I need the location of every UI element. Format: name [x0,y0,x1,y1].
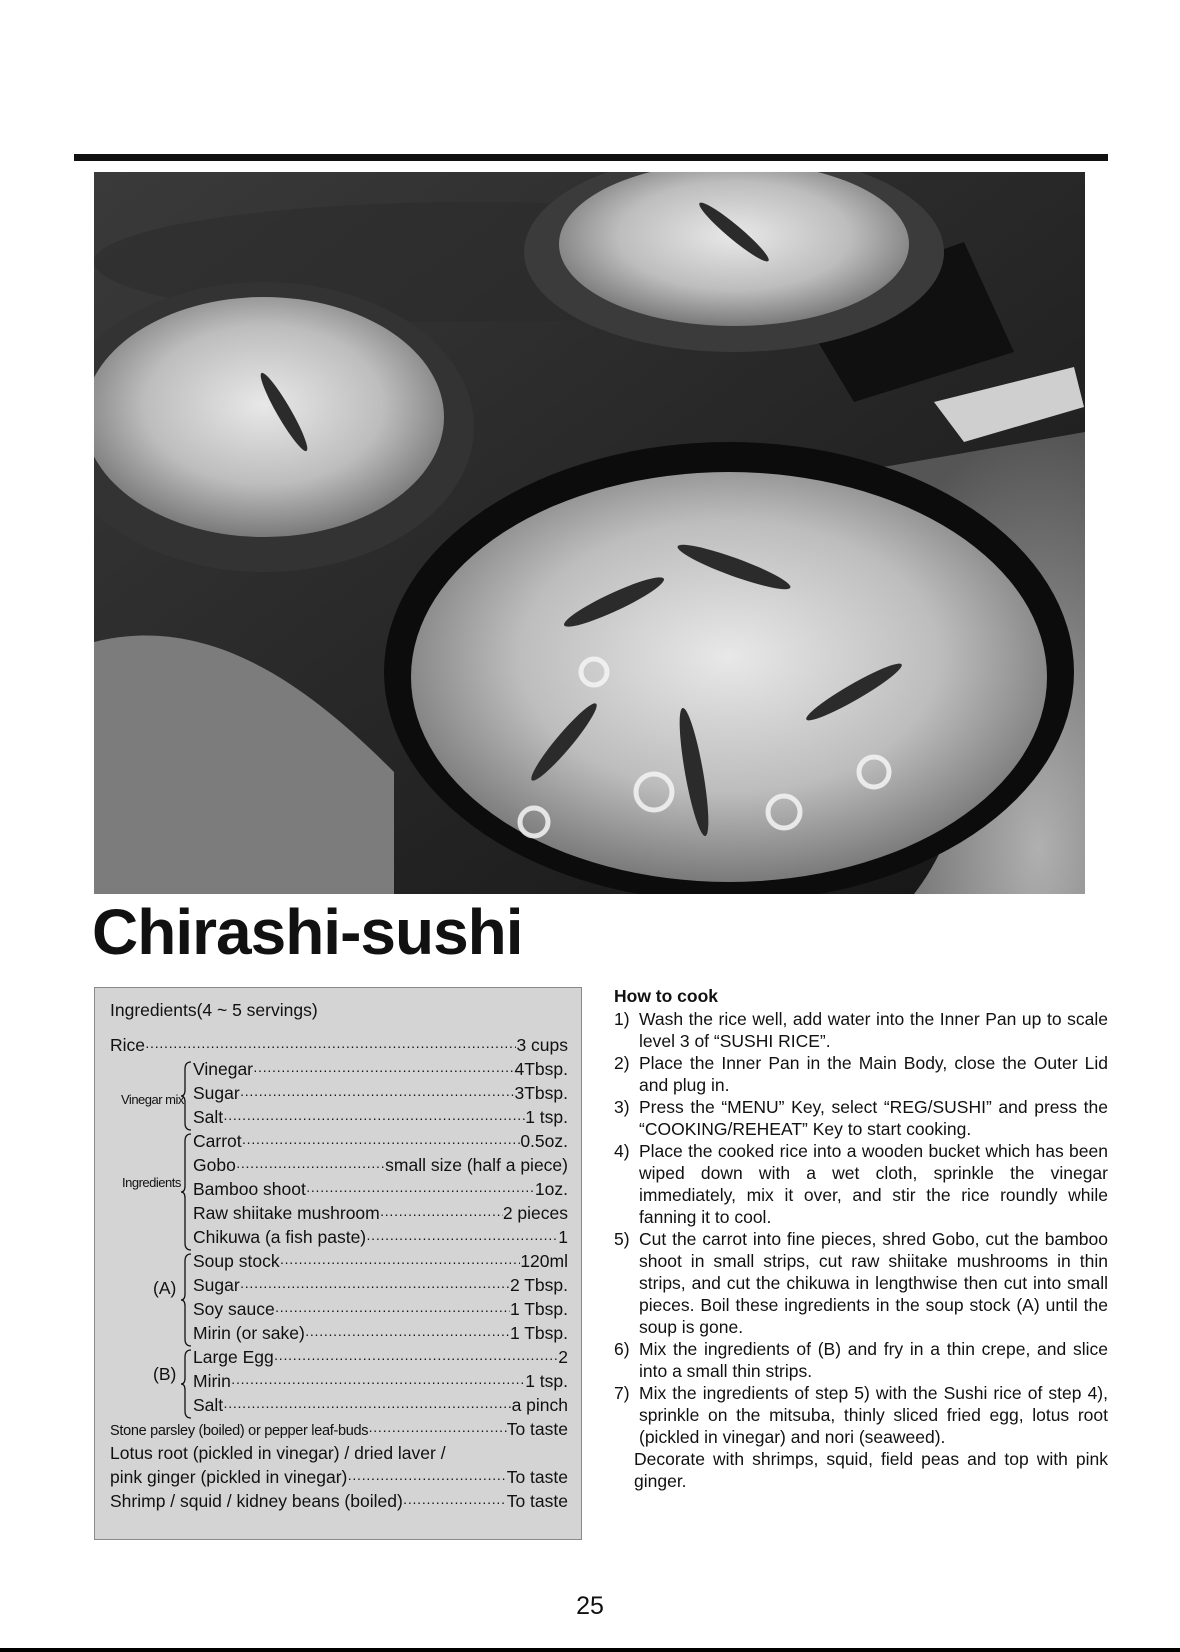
group-b-item: Mirin ····· 1 tsp. [193,1369,568,1393]
step-2: 2) Place the Inner Pan in the Main Body, close the Outer Lid and plug in. [614,1053,1108,1095]
bottom-rule [0,1648,1180,1652]
step-1: 1) Wash the rice well, add water into the Inner Pan up to scale level 3 of “SUSHI RICE”. [614,1009,1108,1051]
food-photo [94,172,1085,894]
ingredients-group-item: Raw shiitake mushroom ····· 2 pieces [193,1201,568,1225]
group-b-brace [181,1349,193,1419]
ingredients-group-label: Ingredients [122,1175,181,1190]
ingredient-rice: Rice ····· 3 cups [110,1033,568,1057]
top-rule [74,154,1108,161]
ingredients-group-item: Bamboo shoot ····· 1oz. [193,1177,568,1201]
group-a-item: Soy sauce ····· 1 Tbsp. [193,1297,568,1321]
how-to-cook-heading: How to cook [614,986,719,1006]
step-6: 6) Mix the ingredients of (B) and fry in a thin crepe, and slice into a small thin strips. [614,1339,1108,1381]
ingredients-group-item: Gobo ····· small size (half a piece) [193,1153,568,1177]
ingredients-group-item: Carrot ····· 0.5oz. [193,1129,568,1153]
step-3: 3) Press the “MENU” Key, select “REG/SUSHI” and press the “COOKING/REHEAT” Key to start cooking. [614,1097,1108,1139]
step-5: 5) Cut the carrot into fine pieces, shred Gobo, cut the bamboo shoot in small strips, cut raw shiitake mushrooms in thin strips, and cut the chikuwa in lengthwise then cut into small pieces. Boil these ingredients in the soup stock (A) until the soup is gone. [614,1229,1108,1337]
group-b-item: Salt ····· a pinch [193,1393,568,1417]
group-a-brace [181,1253,193,1347]
group-a-item: Soup stock ····· 120ml [193,1249,568,1273]
group-a-label: (A) [153,1278,177,1298]
ingredients-box [94,987,582,1540]
ingredient-pink-ginger: pink ginger (pickled in vinegar) ····· To taste [110,1465,568,1489]
vinegar-mix-item: Sugar ····· 3Tbsp. [193,1081,568,1105]
group-b-item: Large Egg ····· 2 [193,1345,568,1369]
ingredient-lotus-line: Lotus root (pickled in vinegar) / dried laver / [110,1443,446,1463]
ingredients-header: Ingredients(4 ~ 5 servings) [110,1000,318,1020]
page-number: 25 [576,1592,604,1620]
ingredients-group-brace [181,1133,193,1251]
step-4: 4) Place the cooked rice into a wooden bucket which has been wiped down with a wet cloth, sprinkle the vinegar immediately, mix it over, and stir the rice roundly while fanning it to cool. [614,1141,1108,1227]
decorate-note: Decorate with shrimps, squid, field peas and top with pink ginger. [634,1449,1108,1491]
ingredient-stone-parsley: Stone parsley (boiled) or pepper leaf-buds ····· To taste [110,1417,568,1441]
how-to-cook [614,985,1108,1492]
group-a-item: Mirin (or sake) ····· 1 Tbsp. [193,1321,568,1345]
ingredient-shrimp: Shrimp / squid / kidney beans (boiled) ····· To taste [110,1489,568,1513]
group-a-item: Sugar ····· 2 Tbsp. [193,1273,568,1297]
group-b-label: (B) [153,1364,177,1384]
page-title: Chirashi-sushi [92,896,523,968]
vinegar-mix-item: Vinegar ····· 4Tbsp. [193,1057,568,1081]
step-7: 7) Mix the ingredients of step 5) with the Sushi rice of step 4), sprinkle on the mitsuba, thinly sliced fried egg, lotus root (pickled in vinegar) and nori (seaweed). [614,1383,1108,1447]
vinegar-mix-item: Salt ····· 1 tsp. [193,1105,568,1129]
vinegar-mix-brace [181,1061,193,1131]
ingredients-group-item: Chikuwa (a fish paste) ····· 1 [193,1225,568,1249]
vinegar-mix-label: Vinegar mix [121,1092,184,1107]
